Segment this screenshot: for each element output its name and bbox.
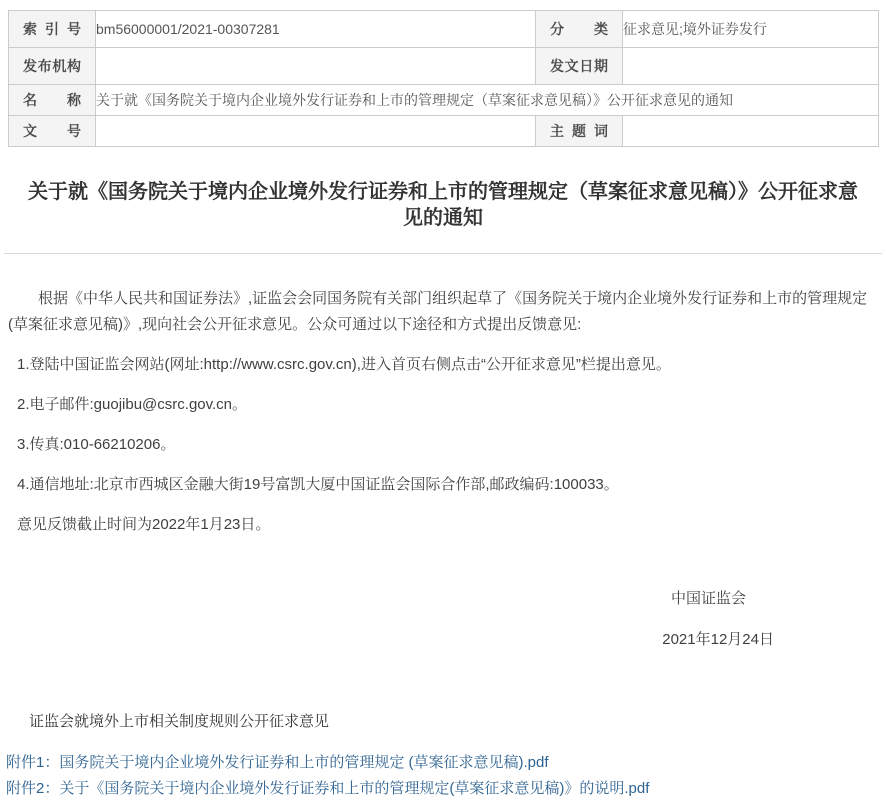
doc-no-value [96,116,536,147]
paragraph-intro: 根据《中华人民共和国证券法》,证监会会同国务院有关部门组织起草了《国务院关于境内企业境外发行证券和上市的管理规定(草案征求意见稿)》,现向社会公开征求意见。公众可通过以下途径和方式提出反馈意见: [8,290,868,333]
table-row [9,48,879,85]
paragraph-deadline: 意见反馈截止时间为2022年1月23日。 [17,516,271,533]
paragraph-channel-3: 3.传真:010-66210206。 [17,436,176,453]
title-divider [4,253,882,254]
table-row [9,11,879,48]
attachment-list [0,750,886,802]
attachment-label: 附件2： [6,780,60,797]
attachment-link-2[interactable] [6,780,649,797]
signature-org: 中国证监会 [670,590,746,607]
name-value: 关于就《国务院关于境内企业境外发行证券和上市的管理规定（草案征求意见稿）》公开征求意见的通知 [96,85,879,116]
category-value: 征求意见;境外证券发行 [623,11,879,48]
list-item [6,750,880,776]
name-label: 名称 [23,92,81,108]
subject-label: 主题词 [550,123,608,139]
subject-value [623,116,879,147]
index-label-cell [9,11,96,48]
category-label-cell [536,11,623,48]
list-item [6,776,880,802]
table-row [9,116,879,147]
doc-no-label: 文号 [23,123,81,139]
paragraph-channel-2: 2.电子邮件:guojibu@csrc.gov.cn。 [17,396,248,413]
issuer-label-cell [9,48,96,85]
issuer-label: 发布机构 [23,58,81,74]
attachment-label: 附件1： [6,754,60,771]
paragraph-channel-4: 4.通信地址:北京市西城区金融大街19号富凯大厦中国证监会国际合作部,邮政编码:100033。 [17,476,619,493]
attachment-filename: 关于《国务院关于境内企业境外发行证券和上市的管理规定(草案征求意见稿)》的说明.pdf [59,780,650,797]
doc-no-label-cell [9,116,96,147]
name-label-cell [9,85,96,116]
index-label: 索引号 [23,21,81,37]
page-title: 关于就《国务院关于境内企业境外发行证券和上市的管理规定（草案征求意见稿）》公开征求意见的通知 [28,181,858,229]
pub-date-label: 发文日期 [550,58,608,74]
signature-date: 2021年12月24日 [662,631,774,648]
attachment-link-1[interactable] [6,754,549,771]
issuer-value [96,48,536,85]
related-title: 证监会就境外上市相关制度规则公开征求意见 [29,713,330,730]
signature-block [0,586,886,653]
paragraph-channel-1: 1.登陆中国证监会网站(网址:http://www.csrc.gov.cn),进入首页右侧点击“公开征求意见”栏提出意见。 [17,356,671,373]
index-value: bm56000001/2021-00307281 [96,11,536,48]
pub-date-value [623,48,879,85]
document-body [0,286,886,538]
meta-table [8,10,879,147]
pub-date-label-cell [536,48,623,85]
category-label: 分类 [550,21,608,37]
table-row [9,85,879,116]
subject-label-cell [536,116,623,147]
attachment-filename: 国务院关于境内企业境外发行证券和上市的管理规定 (草案征求意见稿).pdf [59,754,549,771]
